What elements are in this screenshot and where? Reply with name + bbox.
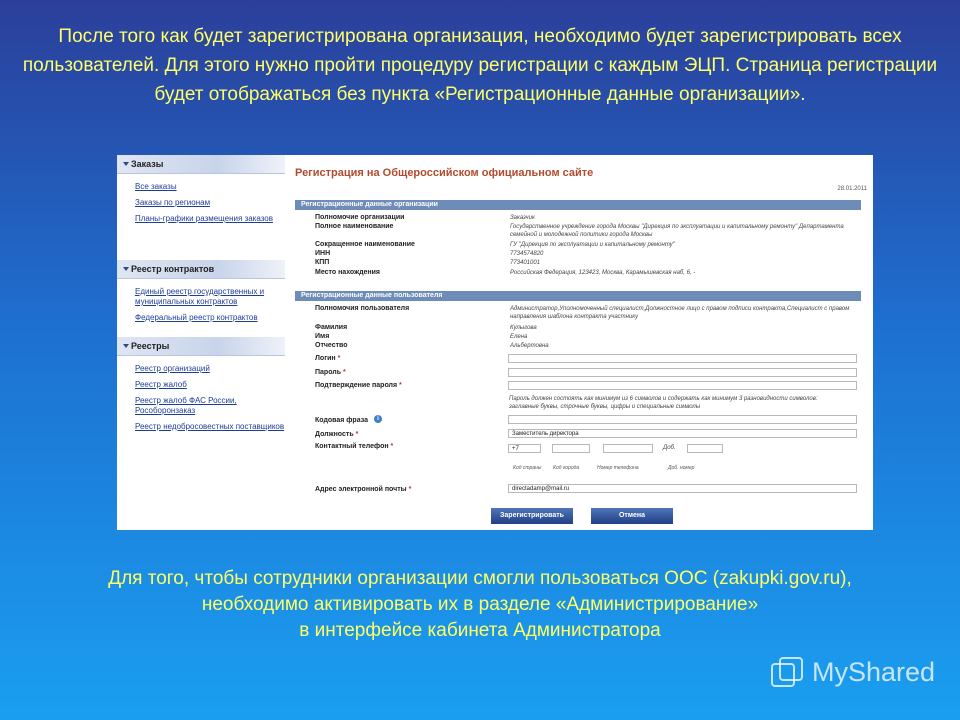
phone-caption-ext: Доб. номер — [668, 465, 695, 471]
phone-caption-city: Код города — [553, 465, 580, 471]
org-row — [315, 214, 855, 223]
slide-intro-text: После того как будет зарегистрирована организация, необходимо будет зарегистрировать всех пользователей. Для этого нужно пройти процедуру регистрации с каждым ЭЦП. Страница регистрации будет отображаться без пункта «Регистрационные данные организации». — [22, 26, 938, 105]
user-row — [315, 305, 855, 320]
sidebar-link-orders-by-region[interactable]: Заказы по регионам — [135, 198, 211, 207]
page-title: Регистрация на Общероссийском официальном сайте — [295, 167, 594, 179]
field-value: ГУ "Дирекция по эксплуатации и капитальному ремонту" — [510, 242, 675, 248]
sidebar-section-contracts — [117, 260, 285, 337]
watermark-icon — [768, 654, 808, 694]
field-label: Отчество — [315, 342, 348, 349]
registration-screenshot — [117, 155, 873, 530]
footer-line-1: Для того, чтобы сотрудники организации смогли пользоваться ООС (zakupki.gov.ru), — [108, 568, 852, 589]
footer-line-2: необходимо активировать их в разделе «Администрирование» — [201, 594, 759, 615]
user-row — [315, 342, 855, 351]
sidebar-header-registries[interactable]: Реестры — [117, 337, 285, 356]
field-label: КПП — [315, 259, 330, 266]
registration-form — [285, 155, 873, 530]
sidebar-link-unfair-suppliers[interactable]: Реестр недобросовестных поставщиков — [135, 422, 285, 431]
cancel-button[interactable]: Отмена — [591, 508, 673, 524]
slide-footer-text — [0, 566, 960, 644]
password-input[interactable] — [508, 368, 857, 377]
field-label: Имя — [315, 333, 330, 340]
user-row — [315, 333, 855, 342]
user-section-header: Регистрационные данные пользователя — [295, 291, 861, 301]
field-label: Полномочие организации — [315, 214, 405, 221]
watermark-text: MyShared — [812, 657, 936, 687]
org-row — [315, 269, 855, 278]
phone-ext-label: Доб. — [663, 445, 676, 451]
org-row — [315, 223, 855, 238]
field-value: Государственное учреждение города Москвы "Дирекция по эксплуатации и капитальному ремонту" Департамента семейной и молодежной политики города Москвы — [510, 224, 844, 238]
phone-number-input[interactable] — [603, 444, 653, 453]
sidebar-link-complaints[interactable]: Реестр жалоб — [135, 380, 187, 389]
password-note: Пароль должен состоять как минимум из 6 символов и содержать как минимум 3 разновидности символов: заглавные буквы, строчные буквы, цифры и специальные символы — [509, 396, 818, 410]
password-confirm-label: Подтверждение пароля * — [315, 382, 402, 389]
field-label: Сокращенное наименование — [315, 241, 415, 248]
position-label: Должность * — [315, 431, 359, 438]
field-label: Полномочия пользователя — [315, 305, 410, 312]
sidebar-header-orders[interactable]: Заказы — [117, 155, 285, 174]
phone-city-input[interactable] — [552, 444, 590, 453]
password-confirm-input[interactable] — [508, 381, 857, 390]
field-value: 7734574820 — [510, 251, 544, 257]
sidebar-section-orders — [117, 155, 285, 260]
position-input[interactable]: Заместитель директора — [508, 429, 857, 438]
user-row — [315, 324, 855, 333]
sidebar-link-unified-registry[interactable]: Единый реестр государственных и муниципальных контрактов — [135, 287, 265, 306]
password-label: Пароль * — [315, 369, 346, 376]
login-input[interactable] — [508, 354, 857, 363]
sidebar-link-schedules[interactable]: Планы-графики размещения заказов — [135, 214, 273, 223]
field-value: Альбертовна — [510, 343, 549, 349]
field-value: Заказчик — [510, 215, 535, 221]
field-value: Кулыгова — [510, 325, 537, 331]
field-value: Российская Федерация, 123423, Москва, Карамышевская наб, 6, - — [510, 270, 696, 276]
sidebar-section-registries — [117, 337, 285, 448]
watermark-logo — [768, 654, 948, 694]
sidebar-header-contracts[interactable]: Реестр контрактов — [117, 260, 285, 279]
field-label: Место нахождения — [315, 269, 381, 276]
register-button[interactable]: Зарегистрировать — [491, 508, 573, 524]
phone-caption-number: Номер телефона — [597, 465, 639, 471]
field-label: ИНН — [315, 250, 331, 257]
sidebar — [117, 155, 285, 530]
codeword-label: Кодовая фраза — [315, 417, 368, 424]
sidebar-link-federal-registry[interactable]: Федеральный реестр контрактов — [135, 313, 258, 322]
codeword-input[interactable] — [508, 415, 857, 424]
email-input[interactable]: directadamp@mail.ru — [508, 484, 857, 493]
org-row — [315, 250, 855, 259]
field-value: Администратор,Уполномоченный специалист,Должностное лицо с правом подписи контракта,Специалист с правом направления шаблона контракта участнику — [510, 306, 850, 320]
field-label: Фамилия — [315, 324, 348, 331]
field-value: 773401001 — [510, 260, 541, 266]
email-label: Адрес электронной почты * — [315, 486, 412, 493]
footer-line-3: в интерфейсе кабинета Администратора — [299, 620, 661, 641]
field-label: Полное наименование — [315, 223, 394, 230]
org-row — [315, 259, 855, 268]
phone-ext-input[interactable] — [687, 444, 723, 453]
sidebar-link-fas-complaints[interactable]: Реестр жалоб ФАС России, Рособоронзаказ — [135, 396, 237, 415]
phone-label: Контактный телефон * — [315, 443, 394, 450]
sidebar-link-all-orders[interactable]: Все заказы — [135, 182, 177, 191]
phone-country-input[interactable]: +7 — [508, 444, 541, 453]
info-icon[interactable]: i — [374, 415, 382, 423]
field-value: Елена — [510, 334, 528, 340]
sidebar-link-organizations[interactable]: Реестр организаций — [135, 364, 210, 373]
org-section-header: Регистрационные данные организации — [295, 200, 861, 210]
phone-caption-country: Код страны — [513, 465, 542, 471]
login-label: Логин * — [315, 355, 341, 362]
page-date: 28.01.2011 — [837, 186, 867, 192]
org-row — [315, 241, 855, 250]
